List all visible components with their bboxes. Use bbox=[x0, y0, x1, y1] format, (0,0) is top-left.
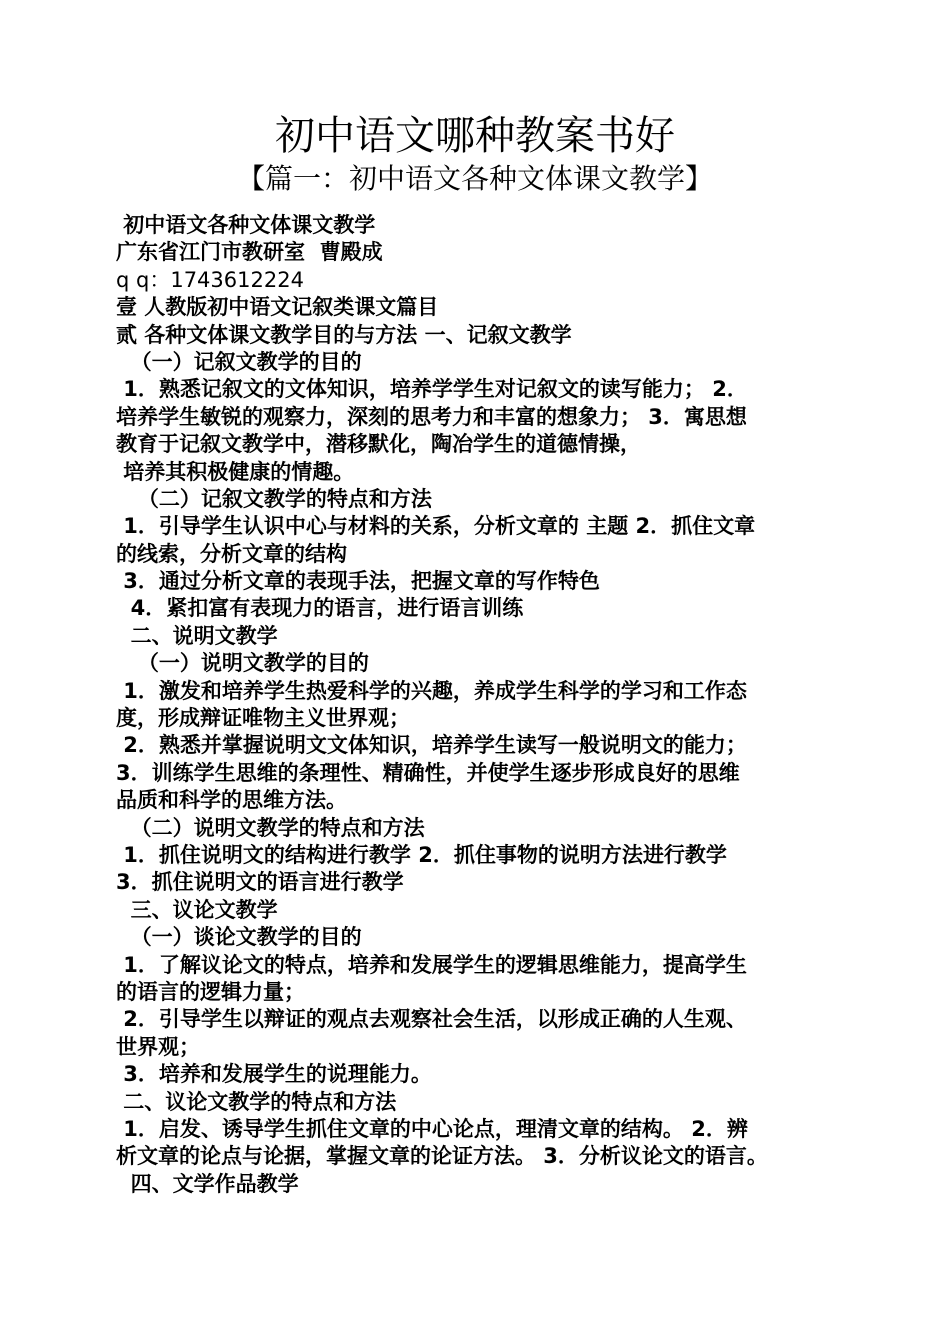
body-line: 4．紧扣富有表现力的语言，进行语言训练 bbox=[116, 596, 524, 621]
body-line: 2．引导学生以辩证的观点去观察社会生活，以形成正确的人生观、 bbox=[116, 1007, 747, 1032]
body-line: q q：1743612224 bbox=[116, 267, 304, 292]
body-line: 1．抓住说明文的结构进行教学 2．抓住事物的说明方法进行教学 bbox=[116, 842, 727, 867]
body-line: 1．启发、诱导学生抓住文章的中心论点，理清文章的结构。 2．辨 bbox=[116, 1116, 748, 1141]
document-subtitle: 【篇一：初中语文各种文体课文教学】 bbox=[236, 162, 713, 195]
body-line: 1．激发和培养学生热爱科学的兴趣，养成学生科学的学习和工作态 bbox=[116, 678, 747, 703]
body-line: 1．了解议论文的特点，培养和发展学生的逻辑思维能力，提高学生 bbox=[116, 952, 747, 977]
body-line: 1．熟悉记叙文的文体知识，培养学学生对记叙文的读写能力； 2． bbox=[116, 377, 748, 402]
body-line: 3．训练学生思维的条理性、精确性，并使学生逐步形成良好的思维 bbox=[116, 760, 740, 785]
body-line: 世界观； bbox=[116, 1034, 200, 1059]
body-line: 培养学生敏锐的观察力，深刻的思考力和丰富的想象力； 3．寓思想 bbox=[116, 404, 747, 429]
body-line: 二、说明文教学 bbox=[116, 623, 278, 648]
body-line: 培养其积极健康的情趣。 bbox=[116, 459, 355, 484]
body-line: 3．培养和发展学生的说理能力。 bbox=[116, 1062, 432, 1087]
body-line: 品质和科学的思维方法。 bbox=[116, 788, 347, 813]
body-line: 度，形成辩证唯物主义世界观； bbox=[116, 706, 410, 731]
document-title: 初中语文哪种教案书好 bbox=[275, 113, 675, 159]
body-line: 四、文学作品教学 bbox=[116, 1171, 299, 1196]
body-line: 的语言的逻辑力量； bbox=[116, 979, 305, 1004]
body-line: （二）说明文教学的特点和方法 bbox=[116, 815, 425, 840]
body-line: 贰 各种文体课文教学目的与方法 一、记叙文教学 bbox=[116, 322, 572, 347]
body-line: 的线索，分析文章的结构 bbox=[116, 541, 347, 566]
body-line: 1．引导学生认识中心与材料的关系，分析文章的 主题 2．抓住文章 bbox=[116, 514, 756, 539]
body-line: 三、议论文教学 bbox=[116, 897, 278, 922]
body-line: 二、议论文教学的特点和方法 bbox=[116, 1089, 397, 1114]
body-line: 初中语文各种文体课文教学 bbox=[116, 213, 376, 237]
body-line: 壹 人教版初中语文记叙类课文篇目 bbox=[116, 295, 439, 320]
body-line: 教育于记叙文教学中，潜移默化，陶冶学生的道德情操， bbox=[116, 432, 641, 457]
document-body bbox=[116, 212, 836, 1198]
body-line: （一）谈论文教学的目的 bbox=[116, 925, 362, 950]
body-line: 广东省江门市教研室 曹殿成 bbox=[116, 240, 383, 265]
body-line: 析文章的论点与论据，掌握文章的论证方法。 3．分析议论文的语言。 bbox=[116, 1144, 768, 1169]
body-line: （二）记叙文教学的特点和方法 bbox=[116, 486, 432, 511]
body-line: 2．熟悉并掌握说明文文体知识，培养学生读写一般说明文的能力； bbox=[116, 733, 747, 758]
body-line: （一）说明文教学的目的 bbox=[116, 651, 369, 676]
body-line: 3．通过分析文章的表现手法，把握文章的写作特色 bbox=[116, 569, 600, 594]
body-line: （一）记叙文教学的目的 bbox=[116, 349, 362, 374]
body-line: 3．抓住说明文的语言进行教学 bbox=[116, 870, 404, 895]
